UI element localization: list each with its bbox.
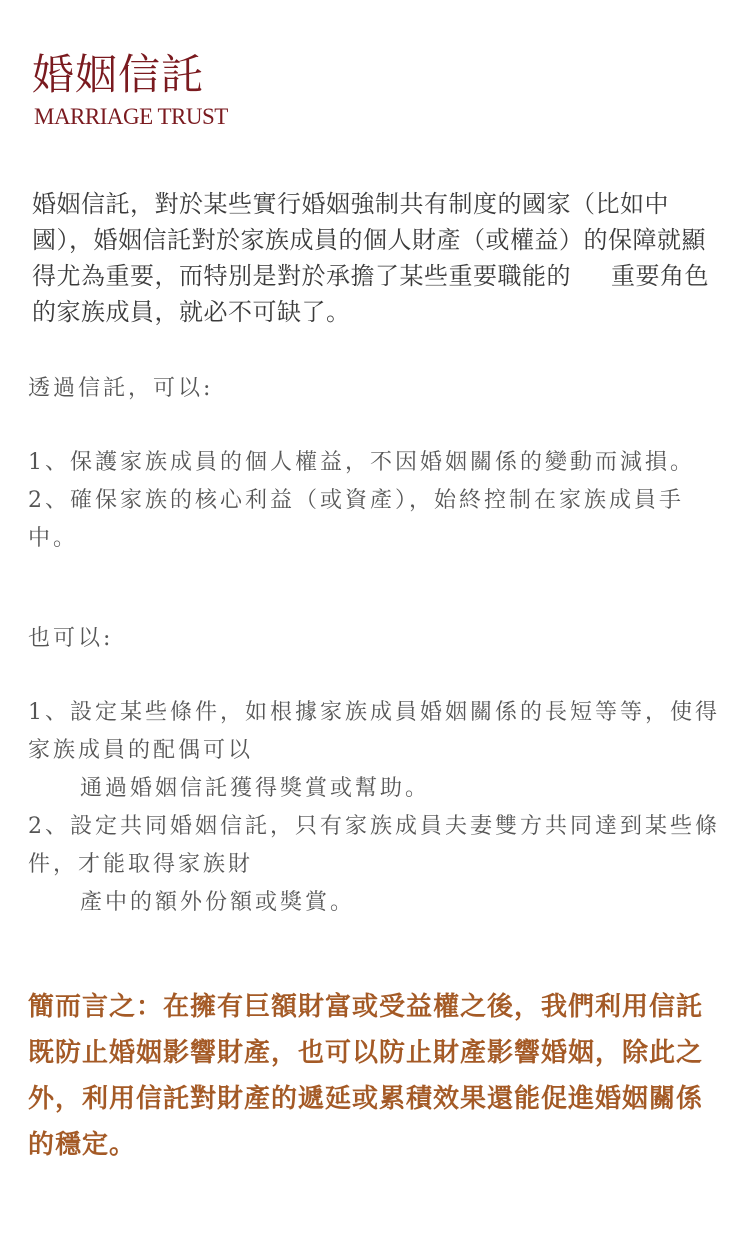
section2-list <box>28 694 720 922</box>
intro-text-part2: 重要角色的家族成員，就必不可缺了。 <box>32 262 709 326</box>
section2-lead: 也可以: <box>28 626 114 651</box>
list-item-continuation: 產中的額外份額或獎賞。 <box>80 890 356 915</box>
list-item <box>28 694 720 808</box>
list-item: 2、確保家族的核心利益（或資產），始終控制在家族成員手中。 <box>28 488 684 551</box>
page-subtitle: MARRIAGE TRUST <box>34 104 228 129</box>
list-item-main: 1、設定某些條件，如根據家族成員婚姻關係的長短等等，使得家族成員的配偶可以 <box>28 700 720 763</box>
section1-lead: 透過信託，可以: <box>28 376 214 401</box>
intro-text-part1: 婚姻信託，對於某些實行婚姻強制共有制度的國家（比如中國），婚姻信託對於家族成員的個人財產（或權益）的保障就顯得尤為重要，而特別是對於承擔了某些重要職能的 <box>32 190 706 290</box>
list-item <box>28 808 720 922</box>
list-item: 1、保護家族成員的個人權益，不因婚姻關係的變動而減損。 <box>28 450 695 475</box>
list-item-main: 2、設定共同婚姻信託，只有家族成員夫妻雙方共同達到某些條件，才能取得家族財 <box>28 814 720 877</box>
page-title: 婚姻信託 <box>32 50 205 99</box>
summary-paragraph: 簡而言之：在擁有巨額財富或受益權之後，我們利用信託既防止婚姻影響財產，也可以防止財產影響婚姻，除此之外，利用信託對財產的遞延或累積效果還能促進婚姻關係的穩定。 <box>28 992 704 1160</box>
list-item-continuation: 通過婚姻信託獲得獎賞或幫助。 <box>80 776 431 801</box>
section1-list <box>28 444 720 558</box>
intro-paragraph <box>32 186 722 330</box>
